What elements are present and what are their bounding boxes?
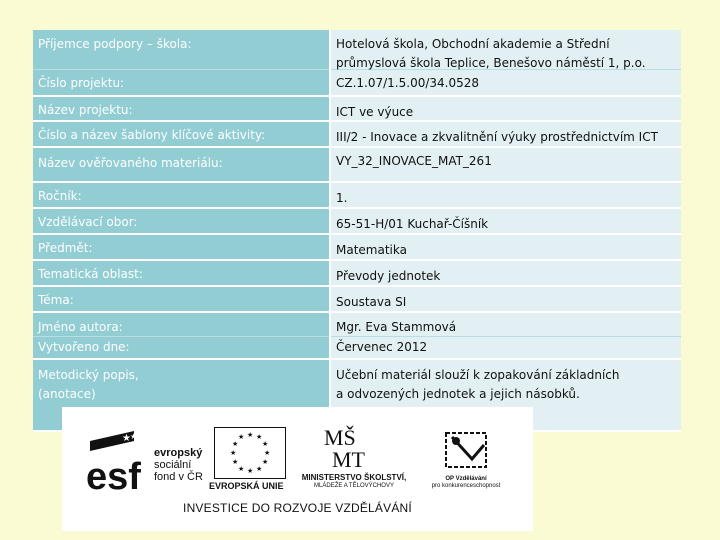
table-row xyxy=(33,183,681,209)
svg-text:★: ★ xyxy=(256,433,263,441)
esf-line-3: fond v ČR xyxy=(154,471,203,483)
label-field: Vzdělávací obor: xyxy=(38,215,138,229)
table-row xyxy=(33,235,681,261)
value-subject: Matematika xyxy=(336,243,407,257)
msmt-logo xyxy=(324,425,380,469)
svg-text:★: ★ xyxy=(262,458,269,466)
svg-text:★: ★ xyxy=(232,458,239,466)
label-recipient: Příjemce podpory – škola: xyxy=(38,37,192,51)
logo-banner xyxy=(62,407,533,531)
svg-text:MT: MT xyxy=(332,447,365,469)
msmt-line-2: MLÁDEŽE A TĚLOVÝCHOVY xyxy=(314,483,394,489)
value-grade: 1. xyxy=(336,191,348,205)
esf-line-2: sociální xyxy=(154,459,192,471)
svg-text:★: ★ xyxy=(247,467,254,475)
table-row xyxy=(33,287,681,313)
label-project-name: Název projektu: xyxy=(38,103,133,117)
value-author: Mgr. Eva Stammová xyxy=(336,320,457,334)
label-annotation: Metodický popis, (anotace) xyxy=(38,368,139,401)
value-recipient: Hotelová škola, Obchodní akademie a Střední průmyslová škola Teplice, Benešovo náměstí 1, p.o. xyxy=(336,37,646,70)
table-row xyxy=(33,209,681,235)
svg-text:★: ★ xyxy=(232,440,239,448)
value-cell xyxy=(331,97,681,122)
value-theme: Soustava SI xyxy=(336,295,407,309)
value-field: 65-51-H/01 Kuchař-Číšník xyxy=(336,217,489,231)
value-project-name: ICT ve výuce xyxy=(336,105,414,119)
project-info-table xyxy=(33,30,681,432)
svg-text:★: ★ xyxy=(122,433,131,444)
table-row xyxy=(33,261,681,287)
value-template: III/2 - Inovace a zkvalitnění výuky prostřednictvím ICT xyxy=(336,130,658,144)
value-material-name: VY_32_INOVACE_MAT_261 xyxy=(336,154,492,168)
svg-text:MŠ: MŠ xyxy=(324,425,356,450)
msmt-line-1: MINISTERSTVO ŠKOLSTVÍ, xyxy=(301,473,407,482)
value-topic-area: Převody jednotek xyxy=(336,269,441,283)
esf-text xyxy=(154,447,203,483)
svg-text:★: ★ xyxy=(238,465,245,473)
label-cell xyxy=(33,97,331,122)
svg-text:★: ★ xyxy=(256,465,263,473)
svg-text:★: ★ xyxy=(247,431,254,439)
value-cell xyxy=(331,183,681,209)
label-created: Vytvořeno dne: xyxy=(38,340,130,354)
value-cell xyxy=(331,209,681,235)
label-material-name: Název ověřovaného materiálu: xyxy=(38,156,223,170)
op-text xyxy=(424,476,508,490)
banner-text: INVESTICE DO ROZVOJE VZDĚLÁVÁNÍ xyxy=(183,501,412,515)
label-cell xyxy=(33,287,331,313)
label-subject: Předmět: xyxy=(38,241,93,255)
label-cell xyxy=(33,209,331,235)
label-cell xyxy=(33,183,331,209)
label-author: Jméno autora: xyxy=(38,320,123,334)
label-topic-area: Tematická oblast: xyxy=(38,267,143,281)
label-cell xyxy=(33,30,331,97)
label-cell xyxy=(33,261,331,287)
svg-text:★: ★ xyxy=(238,433,245,441)
label-grade: Ročník: xyxy=(38,189,82,203)
op-logo xyxy=(442,429,492,471)
value-cell xyxy=(331,235,681,261)
label-project-number: Číslo projektu: xyxy=(38,76,125,90)
eu-caption: EVROPSKÁ UNIE xyxy=(209,481,284,491)
msmt-text xyxy=(290,473,418,491)
table-row xyxy=(33,313,681,360)
label-theme: Téma: xyxy=(38,293,74,307)
op-line-1: OP Vzdělávání xyxy=(445,476,487,482)
value-cell xyxy=(331,30,681,97)
value-cell xyxy=(331,148,681,183)
esf-line-1: evropský xyxy=(154,447,203,459)
svg-text:★: ★ xyxy=(264,449,271,457)
value-created: Červenec 2012 xyxy=(336,340,428,354)
label-cell xyxy=(33,148,331,183)
svg-text:★: ★ xyxy=(130,432,138,441)
table-row xyxy=(33,97,681,122)
label-cell xyxy=(33,313,331,360)
value-cell xyxy=(331,287,681,313)
label-cell xyxy=(33,122,331,148)
table-row xyxy=(33,148,681,183)
esf-logo xyxy=(84,427,144,493)
label-cell xyxy=(33,235,331,261)
value-cell xyxy=(331,261,681,287)
table-row xyxy=(33,122,681,148)
value-cell xyxy=(331,122,681,148)
label-template: Číslo a název šablony klíčové aktivity: xyxy=(38,128,266,142)
op-line-2: pro konkurenceschopnost xyxy=(431,483,501,489)
table-row xyxy=(33,30,681,97)
value-project-number: CZ.1.07/1.5.00/34.0528 xyxy=(336,76,480,90)
svg-text:esf: esf xyxy=(86,456,141,493)
svg-text:★: ★ xyxy=(262,440,269,448)
svg-text:★: ★ xyxy=(230,449,237,457)
eu-flag-icon xyxy=(214,427,286,479)
value-cell xyxy=(331,313,681,360)
value-annotation: Učební materiál slouží k zopakování základních a odvozených jednotek a jejich násobků. xyxy=(336,368,620,401)
